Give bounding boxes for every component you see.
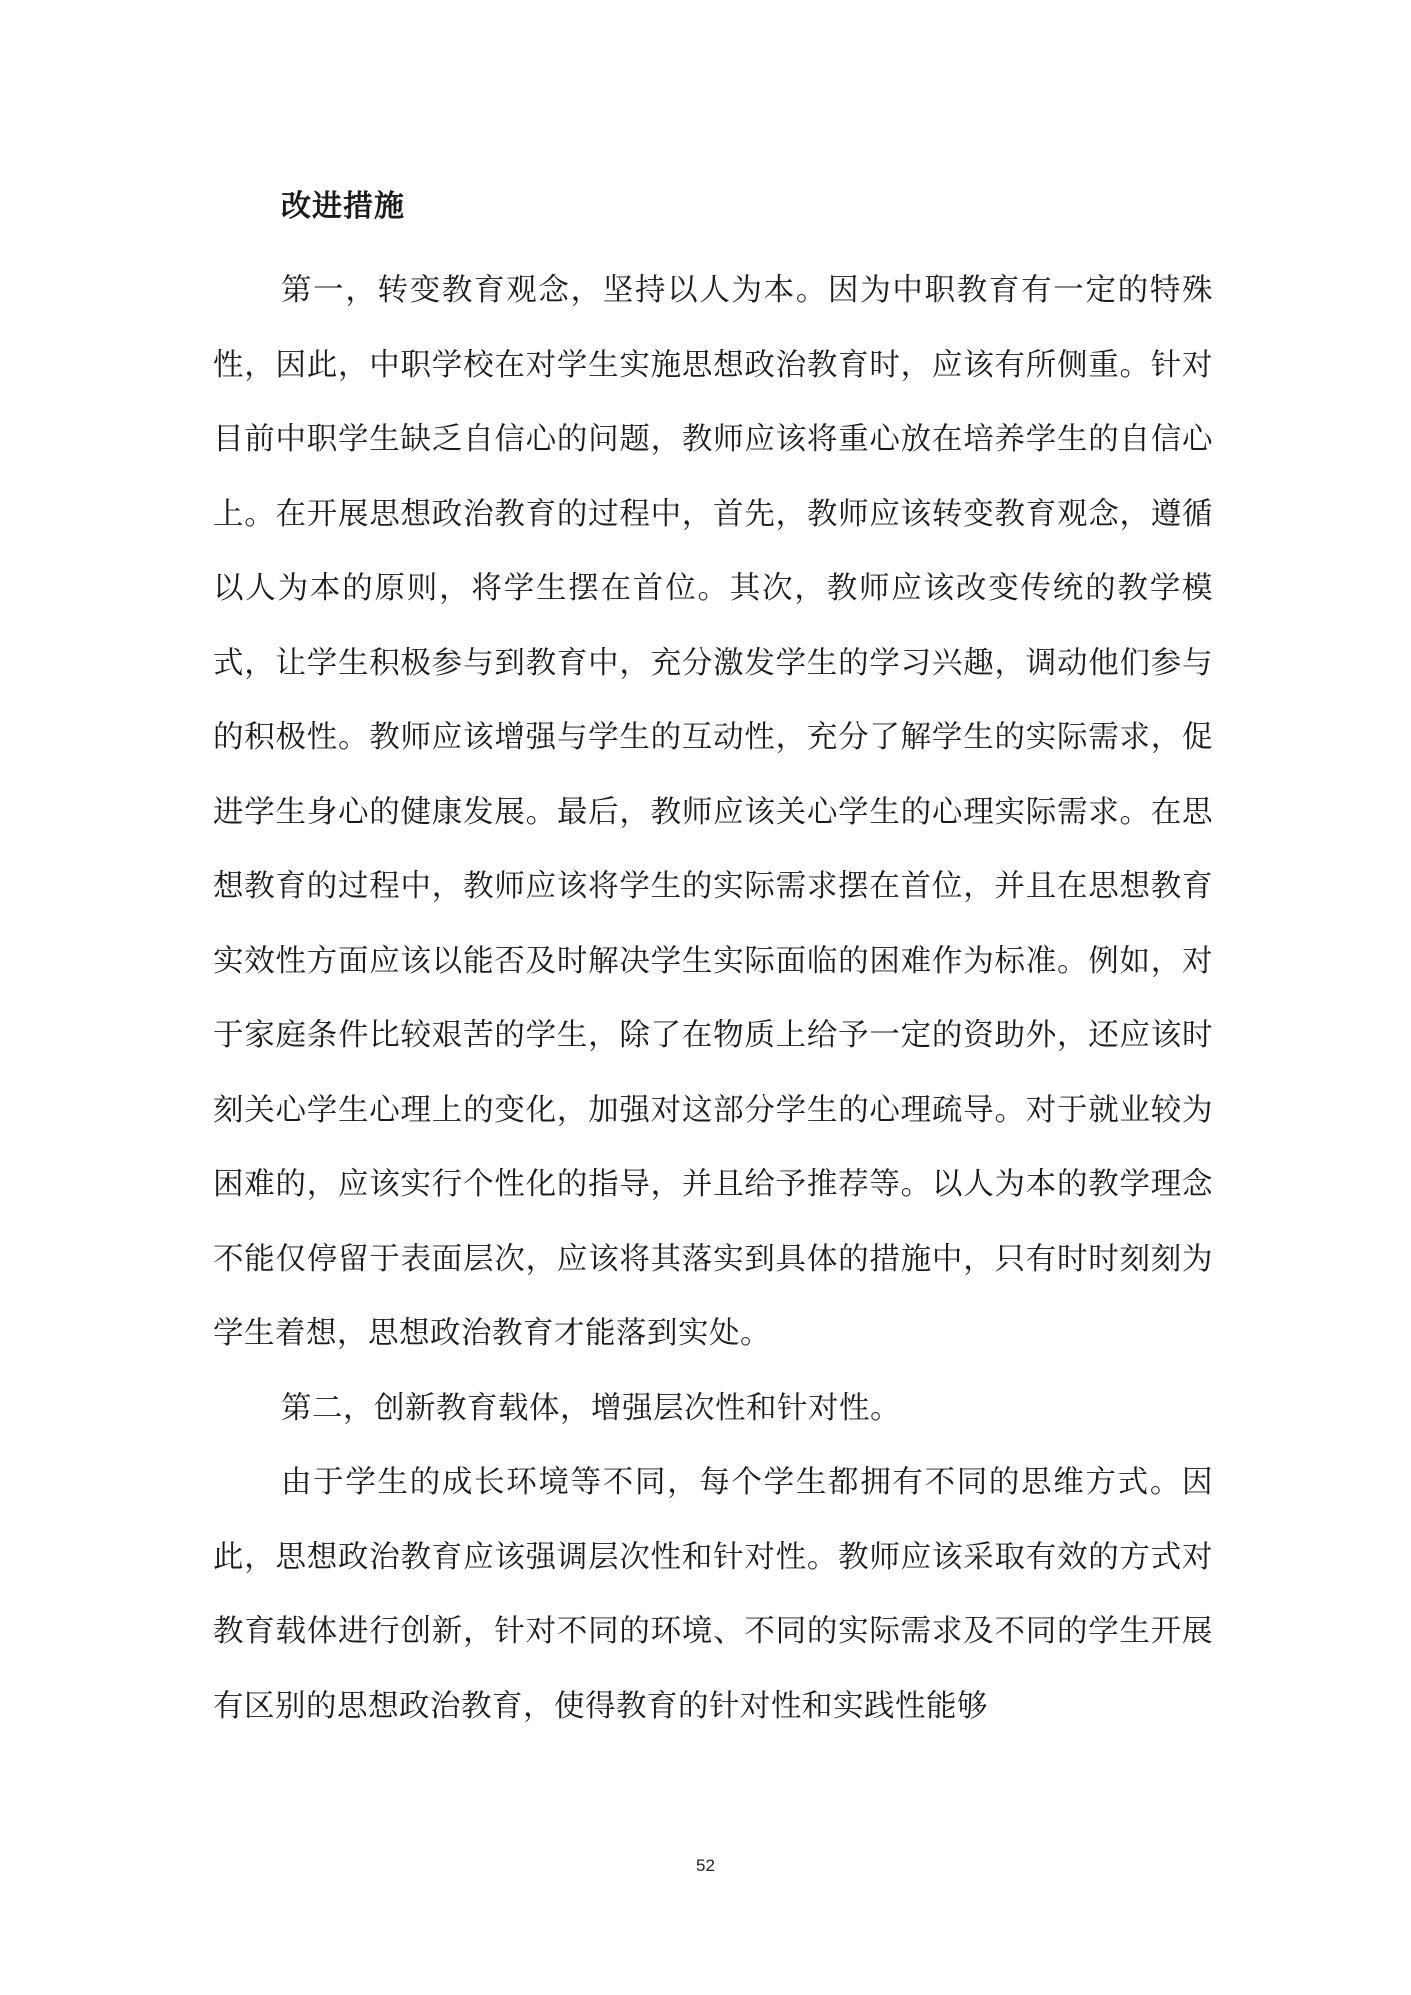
paragraph-1: 第一，转变教育观念，坚持以人为本。因为中职教育有一定的特殊性，因此，中职学校在对学生实施思想政治教育时，应该有所侧重。针对目前中职学生缺乏自信心的问题，教师应该将重心放在培养学生的自信心上。在开展思想政治教育的过程中，首先，教师应该转变教育观念，遵循以人为本的原则，将学生摆在首位。其次，教师应该改变传统的教学模式，让学生积极参与到教育中，充分激发学生的学习兴趣，调动他们参与的积极性。教师应该增强与学生的互动性，充分了解学生的实际需求，促进学生身心的健康发展。最后，教师应该关心学生的心理实际需求。在思想教育的过程中，教师应该将学生的实际需求摆在首位，并且在思想教育实效性方面应该以能否及时解决学生实际面临的困难作为标准。例如，对于家庭条件比较艰苦的学生，除了在物质上给予一定的资助外，还应该时刻关心学生心理上的变化，加强对这部分学生的心理疏导。对于就业较为困难的，应该实行个性化的指导，并且给予推荐等。以人为本的教学理念不能仅停留于表面层次，应该将其落实到具体的措施中，只有时时刻刻为学生着想，思想政治教育才能落到实处。 (213, 273, 1213, 1351)
document-body (213, 180, 1213, 1744)
page-number: 52 (696, 1856, 715, 1875)
paragraph-2: 第二，创新教育载体，增强层次性和针对性。 (281, 1390, 901, 1426)
paragraph-3: 由于学生的成长环境等不同，每个学生都拥有不同的思维方式。因此，思想政治教育应该强调层次性和针对性。教师应该采取有效的方式对教育载体进行创新，针对不同的环境、不同的实际需求及不同的学生开展有区别的思想政治教育，使得教育的针对性和实践性能够 (213, 1465, 1213, 1724)
section-heading: 改进措施 (281, 189, 405, 224)
